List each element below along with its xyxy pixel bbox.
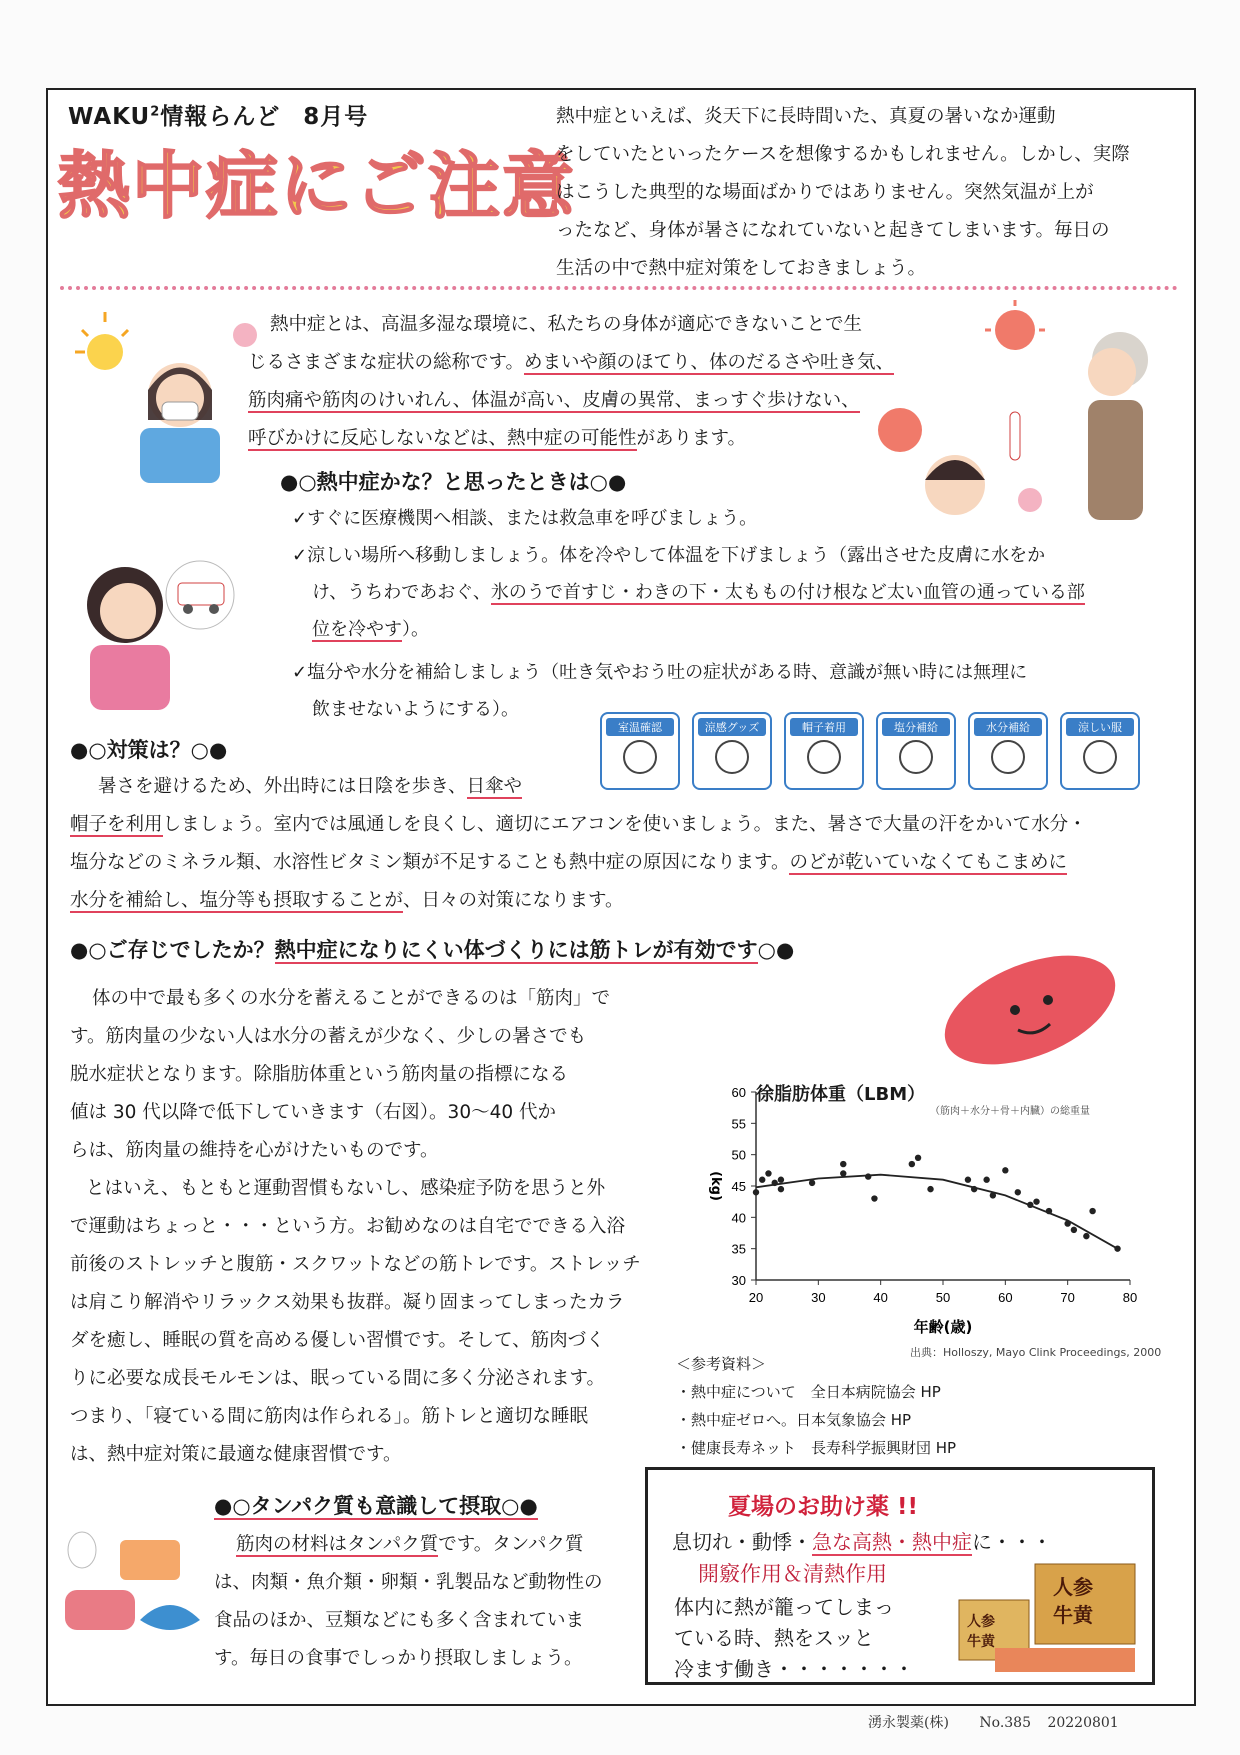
water-icon bbox=[968, 712, 1048, 790]
data-point bbox=[1071, 1227, 1077, 1233]
intro-line: ったなど、身体が暑さになれていないと起きてしまいます。毎日の bbox=[556, 220, 1110, 241]
reference-item: ・熱中症について 全日本病院協会 HP bbox=[676, 1383, 941, 1401]
y-tick-label: 30 bbox=[731, 1273, 746, 1288]
definition-line: 熱中症とは、高温多湿な環境に、私たちの身体が適応できないことで生 bbox=[270, 314, 863, 335]
muscle-line: ダを癒し、睡眠の質を高める優しい習慣です。そして、筋肉づく bbox=[70, 1330, 605, 1351]
reference-item: ・健康長寿ネット 長寿科学振興財団 HP bbox=[676, 1439, 957, 1457]
icon-label: 帽子着用 bbox=[790, 718, 858, 736]
elderly-man-illustration bbox=[840, 300, 1170, 530]
countermeasure-line bbox=[70, 844, 1067, 882]
intro-line: をしていたといったケースを想像するかもしれません。しかし、実際 bbox=[556, 144, 1130, 165]
icon-label: 水分補給 bbox=[974, 718, 1042, 736]
ad-body bbox=[674, 1592, 914, 1685]
data-point bbox=[871, 1195, 877, 1201]
y-tick-label: 45 bbox=[731, 1179, 746, 1194]
symptom-text: 筋肉痛や筋肉のけいれん、体温が高い、皮膚の異常、まっすぐ歩けない、 bbox=[248, 390, 860, 411]
salt-icon bbox=[876, 712, 956, 790]
product-package-image bbox=[955, 1560, 1145, 1675]
ad-body-line: ている時、熱をスッと bbox=[674, 1626, 874, 1650]
svg-text:牛黄: 牛黄 bbox=[967, 1634, 995, 1650]
muscle-line: す。筋肉量の少ない人は水分の蓄えが少なく、少しの暑さでも bbox=[70, 1026, 587, 1047]
data-point bbox=[1033, 1198, 1039, 1204]
brand-rest: 情報らんど bbox=[160, 104, 281, 130]
room-temp-icon bbox=[600, 712, 680, 790]
data-point bbox=[983, 1177, 989, 1183]
ad-line bbox=[672, 1526, 1052, 1555]
symptom-text: 呼びかけに反応しないなどは、熱中症の可能性 bbox=[248, 428, 637, 449]
trend-line bbox=[756, 1175, 1118, 1249]
data-point bbox=[1015, 1189, 1021, 1195]
muscle-body bbox=[92, 980, 652, 1018]
muscle-line: は、熱中症対策に最適な健康習慣です。 bbox=[70, 1444, 402, 1465]
protein-line: す。毎日の食事でしっかり摂取しましょう。 bbox=[214, 1648, 583, 1669]
definition-line bbox=[248, 420, 746, 458]
intro-text bbox=[556, 98, 1156, 288]
face-icon bbox=[991, 740, 1025, 774]
muscle-line: 脱水症状となります。除脂肪体重という筋肉量の指標になる bbox=[70, 1064, 569, 1085]
definition-text: じるさまざまな症状の総称です。 bbox=[248, 352, 525, 373]
svg-text:牛黄: 牛黄 bbox=[1053, 1603, 1093, 1627]
heading-text: ●○ご存じでしたか？ bbox=[70, 938, 275, 962]
muscle-line: らは、筋肉量の維持を心がけたいものです。 bbox=[70, 1140, 439, 1161]
protein-line bbox=[236, 1526, 583, 1564]
lbm-chart bbox=[690, 1080, 1160, 1370]
protein-line: は、肉類・魚介類・卵類・乳製品など動物性の bbox=[214, 1572, 603, 1593]
x-tick-label: 50 bbox=[935, 1290, 951, 1305]
countermeasure-line bbox=[70, 806, 1087, 844]
x-axis-label: 年齢(歳) bbox=[913, 1318, 973, 1336]
countermeasure-highlight: 日傘や bbox=[466, 776, 523, 797]
footer-company: 湧永製薬(株) bbox=[868, 1715, 949, 1731]
ad-title: 夏場のお助け薬 !! bbox=[728, 1494, 918, 1520]
data-point bbox=[1002, 1167, 1008, 1173]
x-tick-label: 40 bbox=[873, 1290, 888, 1305]
muscle-line: つまり、「寝ている間に筋肉は作られる」。筋トレと適切な睡眠 bbox=[70, 1406, 589, 1427]
footer-number: No.385 bbox=[979, 1715, 1031, 1731]
x-tick-label: 80 bbox=[1122, 1290, 1138, 1305]
data-point bbox=[840, 1170, 846, 1176]
countermeasure-icon-row bbox=[600, 712, 1150, 790]
heading-highlight: ●○タンパク質も意識して摂取○● bbox=[214, 1494, 538, 1518]
references bbox=[676, 1350, 956, 1462]
svg-text:人参: 人参 bbox=[967, 1614, 995, 1630]
y-tick-label: 35 bbox=[731, 1241, 746, 1257]
countermeasure-highlight: 帽子を利用 bbox=[70, 814, 163, 835]
definition-line bbox=[248, 382, 860, 420]
face-icon bbox=[623, 740, 657, 774]
checklist-item: ✓すぐに医療機関へ相談、または救急車を呼びましょう。 bbox=[292, 508, 758, 529]
data-point bbox=[753, 1189, 759, 1195]
muscle-line: りに必要な成長モルモンは、眠っている間に多く分泌されます。 bbox=[70, 1368, 606, 1389]
data-point bbox=[759, 1177, 765, 1183]
icon-label: 涼感グッズ bbox=[698, 718, 766, 736]
y-axis-label: (kg) bbox=[708, 1171, 723, 1201]
data-point bbox=[765, 1170, 771, 1176]
x-tick-label: 60 bbox=[998, 1290, 1013, 1305]
protein-foods-illustration bbox=[60, 1520, 210, 1650]
svg-text:人参: 人参 bbox=[1053, 1575, 1093, 1599]
muscle-body bbox=[70, 1208, 650, 1474]
sick-girl-illustration bbox=[70, 310, 270, 500]
footer bbox=[868, 1712, 1119, 1732]
data-point bbox=[809, 1180, 815, 1186]
checklist-text: け、うちわであおぐ、 bbox=[312, 582, 491, 603]
countermeasure-text: 、日々の対策になります。 bbox=[403, 890, 624, 911]
muscle-line: とはいえ、もともと運動習慣もないし、感染症予防を思うと外 bbox=[86, 1178, 606, 1199]
data-point bbox=[778, 1177, 784, 1183]
section-heading-muscle bbox=[70, 934, 794, 964]
countermeasure-highlight: 水分を補給し、塩分等も摂取することが bbox=[70, 890, 404, 911]
brand-name: WAKU bbox=[68, 104, 151, 130]
issue-label: 8月号 bbox=[303, 104, 369, 130]
hat-icon bbox=[784, 712, 864, 790]
checklist-item: ✓塩分や水分を補給しましょう（吐き気やおう吐の症状がある時、意識が無い時には無理に bbox=[292, 662, 1028, 683]
muscle-line: は肩こり解消やリラックス効果も抜群。凝り固まってしまったカラ bbox=[70, 1292, 625, 1313]
cooling-goods-icon bbox=[692, 712, 772, 790]
icon-label: 涼しい服 bbox=[1066, 718, 1134, 736]
y-tick-label: 55 bbox=[731, 1116, 746, 1132]
y-tick-label: 50 bbox=[731, 1147, 746, 1163]
data-point bbox=[909, 1161, 915, 1167]
references-heading: ＜参考資料＞ bbox=[676, 1355, 767, 1373]
checklist-highlight: 氷のうで首すじ・わきの下・太ももの付け根など太い血管の通っている部 bbox=[490, 582, 1085, 603]
x-tick-label: 30 bbox=[811, 1290, 826, 1305]
ad-highlight: 急な高熱・熱中症 bbox=[812, 1530, 972, 1554]
symptom-text: めまいや顔のほてり、体のだるさや吐き気、 bbox=[524, 352, 895, 373]
heading-text: ○● bbox=[757, 938, 795, 962]
face-icon bbox=[807, 740, 841, 774]
countermeasure-highlight: のどが乾いていなくてもこまめに bbox=[789, 852, 1067, 873]
y-tick-label: 60 bbox=[731, 1085, 746, 1100]
countermeasure-text: しましょう。室内では風通しを良くし、適切にエアコンを使いましょう。また、暑さで大量の汗をかいて水分・ bbox=[162, 814, 1087, 835]
footer-date: 20220801 bbox=[1047, 1715, 1119, 1731]
chart-note: （筋肉＋水分＋骨＋内臓）の総重量 bbox=[930, 1106, 1090, 1117]
newsletter-title bbox=[68, 98, 368, 131]
data-point bbox=[1083, 1233, 1089, 1239]
data-point bbox=[865, 1173, 871, 1179]
ad-body-line: 体内に熱が籠ってしまっ bbox=[674, 1595, 894, 1619]
intro-line: 熱中症といえば、炎天下に長時間いた、真夏の暑いなか運動 bbox=[556, 106, 1056, 127]
checklist-item: ✓涼しい場所へ移動しましょう。体を冷やして体温を下げましょう（露出させた皮膚に水をか bbox=[292, 545, 1046, 566]
countermeasure-text: 暑さを避けるため、外出時には日陰を歩き、 bbox=[98, 776, 467, 797]
checklist-text: ）。 bbox=[402, 619, 429, 640]
section-heading-if-heatstroke: ●○熱中症かな？と思ったときは○● bbox=[280, 470, 627, 494]
definition-line bbox=[248, 344, 894, 382]
muscle-line: で運動はちょっと・・・という方。お勧めなのは自宅でできる入浴 bbox=[70, 1216, 626, 1237]
data-point bbox=[778, 1186, 784, 1192]
countermeasure-line bbox=[98, 768, 522, 806]
face-icon bbox=[899, 740, 933, 774]
chart-source: 出典：Holloszy, Mayo Clink Proceedings, 2000 bbox=[910, 1346, 1162, 1359]
heading-highlight: 熱中症になりにくい体づくりには筋トレが有効です bbox=[274, 938, 758, 962]
section-heading-countermeasures: ●○対策は？○● bbox=[70, 738, 228, 762]
intro-line: はこうした典型的な場面ばかりではありません。突然気温が上が bbox=[556, 182, 1094, 203]
checklist-highlight: 位を冷やす bbox=[312, 619, 402, 640]
data-point bbox=[1089, 1208, 1095, 1214]
main-title: 熱中症にご注意 bbox=[58, 144, 577, 228]
x-tick-label: 20 bbox=[748, 1290, 764, 1305]
data-point bbox=[965, 1177, 971, 1183]
protein-line: 食品のほか、豆類などにも多く含まれていま bbox=[214, 1610, 585, 1631]
ad-text: 息切れ・動悸・ bbox=[672, 1530, 812, 1554]
protein-highlight: 筋肉の材料はタンパク質 bbox=[236, 1534, 439, 1555]
icon-label: 室温確認 bbox=[606, 718, 674, 736]
dotted-divider bbox=[60, 286, 1178, 290]
face-icon bbox=[1083, 740, 1117, 774]
chart-title: 徐脂肪体重（LBM） bbox=[756, 1084, 926, 1105]
x-tick-label: 70 bbox=[1060, 1290, 1075, 1305]
muscle-character-illustration bbox=[930, 930, 1130, 1090]
intro-line: 生活の中で熱中症対策をしておきましょう。 bbox=[556, 258, 927, 279]
brand-superscript: 2 bbox=[150, 104, 161, 120]
countermeasure-line bbox=[70, 882, 624, 920]
muscle-line: 値は 30 代以降で低下していきます（右図）。30～40 代か bbox=[70, 1102, 557, 1123]
definition-text: があります。 bbox=[636, 428, 747, 449]
ad-effect: 開竅作用＆清熱作用 bbox=[698, 1562, 887, 1586]
muscle-line: 前後のストレッチと腹筋・スクワットなどの筋トレです。ストレッチ bbox=[70, 1254, 641, 1275]
cool-clothes-icon bbox=[1060, 712, 1140, 790]
protein-text: です。タンパク質 bbox=[438, 1534, 584, 1555]
ad-body-line: 冷ます働き・・・・・・・ bbox=[674, 1657, 914, 1681]
data-point bbox=[927, 1186, 933, 1192]
section-heading-protein bbox=[214, 1490, 538, 1520]
muscle-body bbox=[86, 1170, 666, 1208]
face-icon bbox=[715, 740, 749, 774]
checklist-item bbox=[312, 611, 429, 648]
muscle-line: 体の中で最も多くの水分を蓄えることができるのは「筋肉」で bbox=[92, 988, 611, 1009]
checklist-item bbox=[312, 574, 1085, 611]
data-point bbox=[915, 1155, 921, 1161]
icon-label: 塩分補給 bbox=[882, 718, 950, 736]
phone-woman-illustration bbox=[60, 545, 240, 715]
muscle-body bbox=[70, 1018, 650, 1170]
checklist-item: 飲ませないようにする）。 bbox=[312, 699, 519, 720]
data-point bbox=[840, 1161, 846, 1167]
reference-item: ・熱中症ゼロへ。日本気象協会 HP bbox=[676, 1411, 912, 1429]
y-tick-label: 40 bbox=[731, 1210, 746, 1226]
ad-text: に・・・ bbox=[972, 1530, 1052, 1554]
countermeasure-text: 塩分などのミネラル類、水溶性ビタミン類が不足することも熱中症の原因になります。 bbox=[70, 852, 790, 873]
